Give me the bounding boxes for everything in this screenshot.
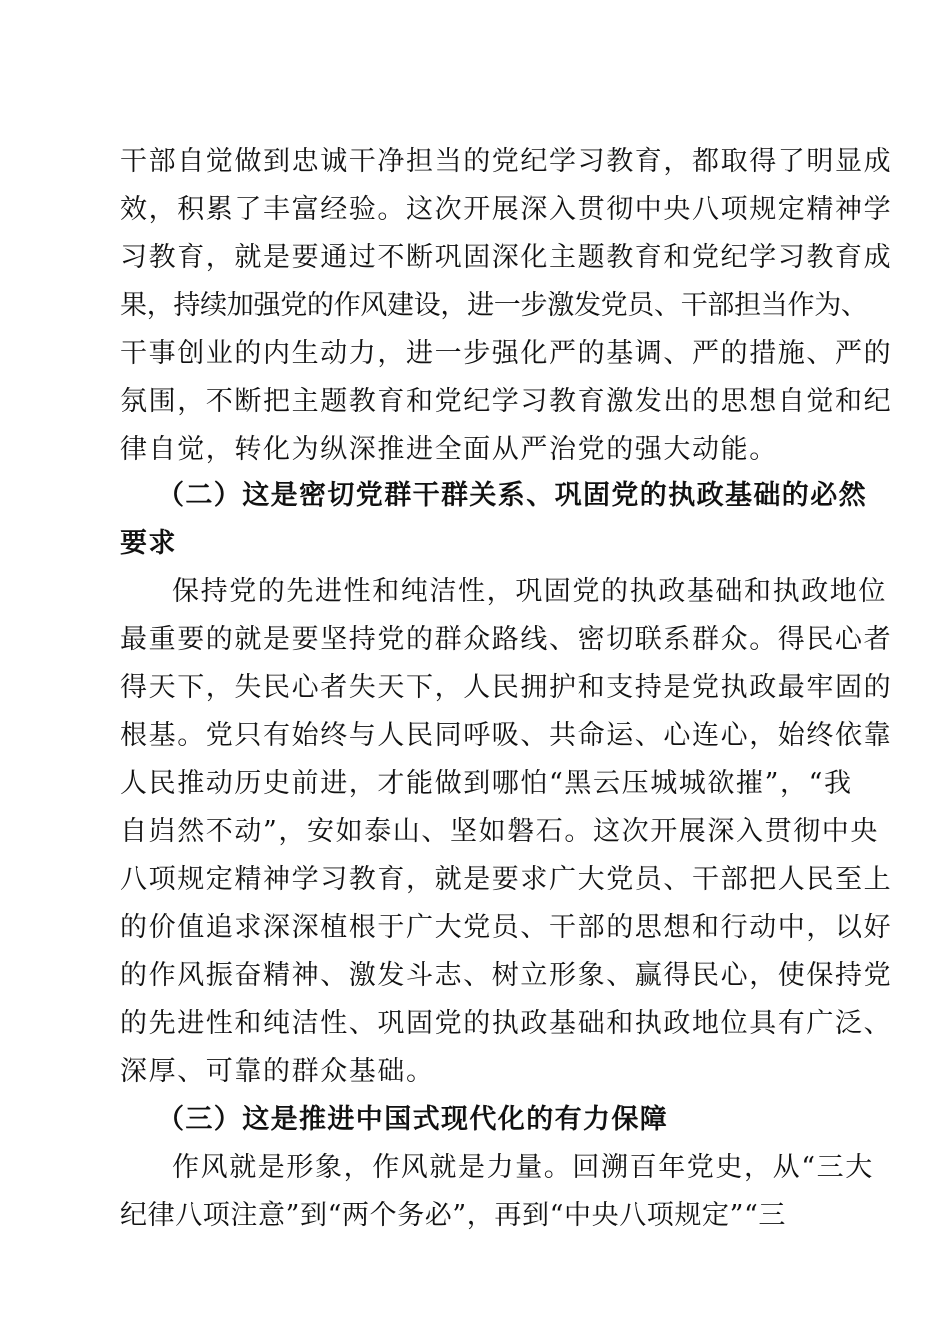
- section-heading: （二）这是密切党群干群关系、巩固党的执政基础的必然: [157, 480, 867, 511]
- body-line: 根基。党只有始终与人民同呼吸、共命运、心连心，始终依靠: [120, 720, 893, 751]
- body-line: 得天下，失民心者失天下，人民拥护和支持是党执政最牢固的: [120, 672, 893, 703]
- body-line: 八项规定精神学习教育，就是要求广大党员、干部把人民至上: [120, 864, 893, 895]
- section-heading: （三）这是推进中国式现代化的有力保障: [157, 1104, 669, 1135]
- body-line: 效，积累了丰富经验。这次开展深入贯彻中央八项规定精神学: [120, 194, 893, 225]
- body-line: 自岿然不动”，安如泰山、坚如磐石。这次开展深入贯彻中央: [120, 816, 880, 847]
- body-line: 果，持续加强党的作风建设，进一步激发党员、干部担当作为、: [120, 290, 868, 321]
- body-line: 的作风振奋精神、激发斗志、树立形象、赢得民心，使保持党: [120, 960, 893, 991]
- body-line: 氛围，不断把主题教育和党纪学习教育激发出的思想自觉和纪: [120, 386, 893, 417]
- body-line: 习教育，就是要通过不断巩固深化主题教育和党纪学习教育成: [120, 242, 893, 273]
- body-line: 律自觉，转化为纵深推进全面从严治党的强大动能。: [120, 434, 778, 465]
- body-line: 深厚、可靠的群众基础。: [120, 1056, 435, 1087]
- body-line: 保持党的先进性和纯洁性，巩固党的执政基础和执政地位: [172, 576, 887, 607]
- body-line: 作风就是形象，作风就是力量。回溯百年党史，从“三大: [172, 1152, 874, 1183]
- body-line: 干部自觉做到忠诚干净担当的党纪学习教育，都取得了明显成: [120, 146, 893, 177]
- body-line: 的价值追求深深植根于广大党员、干部的思想和行动中，以好: [120, 912, 893, 943]
- body-line: 的先进性和纯洁性、巩固党的执政基础和执政地位具有广泛、: [120, 1008, 893, 1039]
- section-heading-continuation: 要求: [120, 528, 177, 559]
- body-line: 干事创业的内生动力，进一步强化严的基调、严的措施、严的: [120, 338, 893, 369]
- body-line: 人民推动历史前进，才能做到哪怕“黑云压城城欲摧”，“我: [120, 768, 853, 799]
- body-line: 最重要的就是要坚持党的群众路线、密切联系群众。得民心者: [120, 624, 893, 655]
- body-line: 纪律八项注意”到“两个务必”，再到“中央八项规定”“三: [120, 1200, 787, 1231]
